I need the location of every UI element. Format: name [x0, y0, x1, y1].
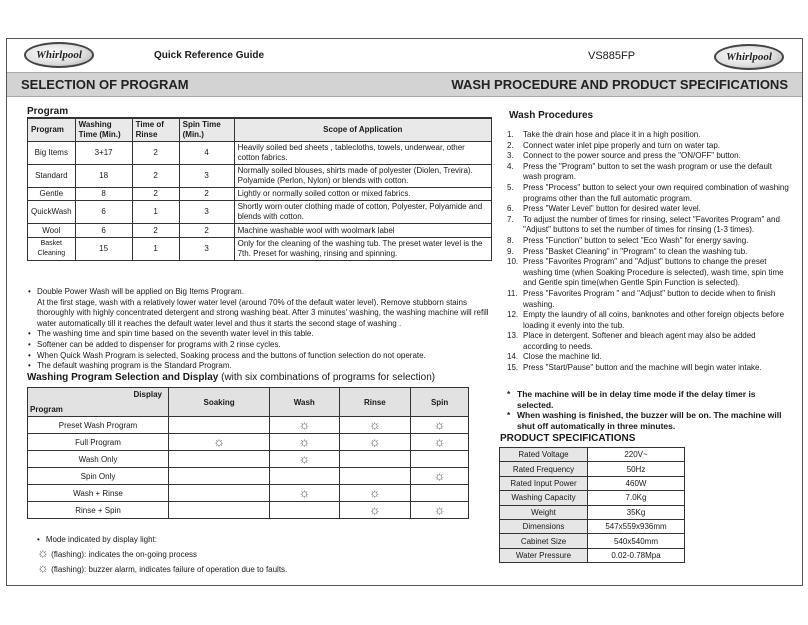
brand-logo-left [24, 42, 94, 68]
program-table-row [28, 201, 492, 224]
procedure-step-text: Close the machine lid. [523, 352, 602, 362]
display-cell [339, 485, 411, 502]
sun-icon: ☼ [37, 560, 49, 575]
brand-logo-right [714, 44, 784, 70]
program-table-cell: 3+17 [75, 142, 132, 165]
procedure-steps [507, 130, 792, 374]
display-row [28, 451, 469, 468]
display-column-header: Soaking [169, 388, 270, 417]
procedure-step-text: Press "Function" button to select "Eco Wash" for energy saving. [523, 235, 749, 245]
corner-display-label: Display [133, 390, 162, 399]
note-text: At the first stage, wash with a relatively lower water level (around 70% of the default water level). Remove stubborn stains thoroughly with highly concentrated detergent and strong washing beat. After 3 minutes' washing, the washing machine will refill water automatically till it reaches the default water level and thus it starts the second stage of washing . [37, 297, 489, 328]
procedure-remark-text: The machine will be in delay time mode if the delay timer is selected. [517, 389, 756, 410]
sun-icon: ☼ [433, 468, 446, 483]
display-cell [411, 468, 469, 485]
program-table-cell: 15 [75, 238, 132, 261]
display-corner-header [28, 388, 169, 417]
program-table-cell: Basket Cleaning [28, 238, 76, 261]
procedure-step-text: Press "Basket Cleaning" in "Program" to clean the washing tub. [523, 246, 748, 256]
display-cell [270, 485, 339, 502]
display-row [28, 434, 469, 451]
procedure-step: 15. Press "Start/Pause" button and the machine will begin water intake. [507, 363, 762, 373]
sun-icon: ☼ [298, 417, 311, 432]
program-notes [27, 287, 497, 372]
sun-icon: ☼ [37, 545, 49, 560]
display-cell [339, 468, 411, 485]
procedure-step-text: To adjust the number of times for rinsing, select "Favorites Program" and "Adjust" buttons to set the number of times for rinsing (1-3 times). [523, 214, 780, 235]
spec-value: 547x559x936mm [588, 519, 685, 533]
sun-icon: ☼ [433, 502, 446, 517]
program-table-header: Time of Rinse [132, 119, 179, 142]
procedure-remark: * The machine will be in delay time mode if the delay timer is selected. [507, 389, 756, 410]
display-subtitle: (with six combinations of programs for selection) [221, 372, 436, 383]
procedure-step-text: Press the "Program" button to set the wash program or use the default wash program. [523, 161, 772, 182]
display-cell [169, 485, 270, 502]
program-table-cell: 6 [75, 201, 132, 224]
procedure-step: 1. Take the drain hose and place it in a high position. [507, 130, 701, 139]
display-cell [411, 485, 469, 502]
spec-row [500, 505, 685, 519]
sun-icon: ☼ [368, 502, 381, 517]
procedure-step: 13. Place in detergent. Softener and bleach agent may also be added according to needs. [507, 331, 756, 351]
note-item: • When Quick Wash Program is selected, Soaking process and the buttons of function selection do not operate. [28, 350, 426, 360]
program-table-row [28, 142, 492, 165]
procedure-step: 4. Press the "Program" button to set the wash program or use the default wash program. [507, 161, 772, 182]
spec-key: Rated Voltage [500, 448, 588, 462]
program-table-cell: 18 [75, 165, 132, 188]
procedure-step-text: Connect water inlet pipe properly and turn on water tap. [523, 140, 721, 150]
display-table [27, 387, 469, 519]
program-table-row [28, 165, 492, 188]
spec-key: Rated Frequency [500, 462, 588, 476]
program-table-cell: 2 [132, 188, 179, 201]
legend-alarm: (flashing): buzzer alarm, indicates failure of operation due to faults. [51, 565, 288, 574]
corner-program-label: Program [30, 405, 63, 414]
spec-key: Washing Capacity [500, 491, 588, 505]
display-cell [169, 434, 270, 451]
program-table-cell: Only for the cleaning of the washing tub. The preset water level is the 7th. Preset for washing, rinsing and spinning. [234, 238, 491, 261]
program-table-cell: 8 [75, 188, 132, 201]
display-row-label: Preset Wash Program [28, 417, 169, 434]
display-cell [169, 451, 270, 468]
legend-ongoing: (flashing): indicates the on-going process [51, 550, 198, 559]
display-cell [169, 468, 270, 485]
program-table-header: Spin Time (Min.) [179, 119, 234, 142]
program-table-cell: 3 [179, 238, 234, 261]
display-cell [169, 417, 270, 434]
procedure-step: 8. Press "Function" button to select "Eco Wash" for energy saving. [507, 235, 749, 245]
display-cell [339, 502, 411, 519]
display-row-label: Full Program [28, 434, 169, 451]
program-table-cell: QuickWash [28, 201, 76, 224]
note-text: Double Power Wash will be applied on Big Items Program. [37, 287, 244, 296]
procedure-step: 12. Empty the laundry of all coins, banknotes and other foreign objects before loading it evenly into the tub. [507, 310, 785, 330]
banner-right-title: WASH PROCEDURE AND PRODUCT SPECIFICATIONS [451, 77, 788, 92]
procedure-step: 5. Press "Process" button to select your own required combination of washing programs other than the full automatic program. [507, 182, 789, 203]
program-table-cell: 2 [179, 188, 234, 201]
program-table-cell: 1 [132, 238, 179, 261]
program-table-cell: 2 [132, 142, 179, 165]
note-text: When Quick Wash Program is selected, Soaking process and the buttons of function selection do not operate. [37, 350, 426, 360]
spec-value: 540x540mm [588, 534, 685, 548]
model-number: VS885FP [588, 50, 636, 62]
display-row-label: Spin Only [28, 468, 169, 485]
display-cell [270, 434, 339, 451]
display-cell [339, 417, 411, 434]
note-item [27, 298, 497, 330]
spec-value: 50Hz [588, 462, 685, 476]
procedures-title: Wash Procedures [509, 110, 594, 121]
program-table-cell: Standard [28, 165, 76, 188]
procedure-remark-text: When washing is finished, the buzzer will be on. The machine will shut off automatically in three minutes. [517, 410, 782, 431]
program-table-cell: 3 [179, 201, 234, 224]
program-table-cell: Gentle [28, 188, 76, 201]
display-title: Washing Program Selection and Display [27, 372, 219, 383]
brand-name: Whirlpool [726, 51, 772, 63]
display-cell [411, 451, 469, 468]
spec-key: Cabinet Size [500, 534, 588, 548]
procedure-step-text: Press "Process" button to select your own required combination of washing programs other than the full automatic program. [523, 182, 789, 203]
procedure-step-text: Empty the laundry of all coins, banknotes and other foreign objects before loading it evenly into the tub. [523, 310, 785, 330]
program-table-cell: Wool [28, 224, 76, 238]
spec-key: Weight [500, 505, 588, 519]
specifications-title: PRODUCT SPECIFICATIONS [500, 433, 636, 444]
procedure-step: 14. Close the machine lid. [507, 352, 602, 362]
spec-row [500, 548, 685, 562]
program-table-cell: 1 [132, 201, 179, 224]
spec-value: 7.0Kg [588, 491, 685, 505]
note-text: The default washing program is the Standard Program. [37, 361, 232, 371]
display-row-label: Rinse + Spin [28, 502, 169, 519]
spec-row [500, 519, 685, 533]
note-text: The washing time and spin time based on the seventh water level in this table. [37, 329, 314, 339]
procedure-step-text: Press "Favorites Program" and "Adjust" buttons to change the preset washing time (when Soaking Procedure is selected), wash time, spin time and Gentle spin time(when Gentle Spin Function is selected). [523, 257, 784, 288]
program-table-cell: Normally soiled blouses, shirts made of polyester (Diolen, Trevira). Polyamide (Perlon, Nylon) or blends with cotton. [234, 165, 491, 188]
spec-row [500, 491, 685, 505]
program-table-header: Scope of Application [234, 119, 491, 142]
brand-name: Whirlpool [36, 49, 82, 61]
spec-value: 460W [588, 476, 685, 490]
note-item: • Double Power Wash will be applied on Big Items Program. [28, 287, 244, 296]
program-table-cell: Heavily soiled bed sheets , tablecloths, towels, underwear, other cotton fabrics. [234, 142, 491, 165]
program-table-row [28, 224, 492, 238]
program-table-cell: 3 [179, 165, 234, 188]
program-table-cell: Shortly worn outer clothing made of cotton, Polyester, Polyamide and blends with cotton. [234, 201, 491, 224]
sun-icon: ☼ [298, 434, 311, 449]
spec-key: Dimensions [500, 519, 588, 533]
procedure-step: 6. Press "Water Level" button for desired water level. [507, 204, 701, 214]
spec-value: 0.02-0.78Mpa [588, 548, 685, 562]
banner-left-title: SELECTION OF PROGRAM [21, 77, 189, 92]
display-cell [270, 417, 339, 434]
display-cell [270, 468, 339, 485]
display-row [28, 468, 469, 485]
procedure-step-text: Press "Favorites Program " and "Adjust" button to decide when to finish washing. [523, 288, 776, 309]
spec-key: Rated Input Power [500, 476, 588, 490]
sun-icon: ☼ [433, 434, 446, 449]
legend-title: Mode indicated by display light: [45, 535, 157, 544]
procedure-step: 11. Press "Favorites Program " and "Adjust" button to decide when to finish washing. [507, 288, 776, 309]
program-table-cell: Big Items [28, 142, 76, 165]
program-table [27, 118, 492, 261]
note-item: • The washing time and spin time based on the seventh water level in this table. [28, 329, 314, 339]
sun-icon: ☼ [368, 434, 381, 449]
program-table-cell: Lightly or normally soiled cotton or mixed fabrics. [234, 188, 491, 201]
program-table-cell: 2 [132, 224, 179, 238]
specifications-table [499, 447, 685, 563]
program-table-row [28, 188, 492, 201]
spec-row [500, 462, 685, 476]
display-row [28, 502, 469, 519]
procedure-step-text: Press "Water Level" button for desired water level. [523, 204, 701, 214]
program-table-cell: 2 [179, 224, 234, 238]
spec-row [500, 448, 685, 462]
program-section-title: Program [27, 106, 492, 118]
guide-title: Quick Reference Guide [154, 50, 265, 61]
display-section-title [27, 372, 435, 383]
display-legend: • Mode indicated by display light: ☼ (flashing): indicates the on-going process ☼ (flashing): buzzer alarm, indicates failure of operation due to faults. [37, 535, 288, 575]
display-row-label: Wash Only [28, 451, 169, 468]
program-table-cell: 6 [75, 224, 132, 238]
display-cell [270, 451, 339, 468]
procedure-step-text: Press "Start/Pause" button and the machine will begin water intake. [523, 363, 762, 373]
program-table-cell: 4 [179, 142, 234, 165]
display-row-label: Wash + Rinse [28, 485, 169, 502]
display-cell [411, 502, 469, 519]
procedure-step: 2. Connect water inlet pipe properly and turn on water tap. [507, 140, 721, 150]
note-item: • Softener can be added to dispenser for programs with 2 rinse cycles. [28, 339, 281, 349]
sun-icon: ☼ [368, 417, 381, 432]
display-cell [411, 434, 469, 451]
display-cell [339, 451, 411, 468]
section-banner [7, 72, 802, 97]
procedure-remarks [507, 389, 792, 431]
sun-icon: ☼ [213, 434, 226, 449]
procedure-step: 9. Press "Basket Cleaning" in "Program" to clean the washing tub. [507, 246, 748, 256]
spec-value: 220V~ [588, 448, 685, 462]
sun-icon: ☼ [433, 417, 446, 432]
procedure-step: 7. To adjust the number of times for rinsing, select "Favorites Program" and "Adjust" buttons to set the number of times for rinsing (1-3 times). [507, 214, 780, 235]
program-table-header: Program [28, 119, 76, 142]
program-table-cell: Machine washable wool with woolmark label [234, 224, 491, 238]
display-cell [169, 502, 270, 519]
display-row [28, 417, 469, 434]
procedure-step: 3. Connect to the power source and press the "ON/OFF" button. [507, 151, 741, 161]
program-table-cell: 2 [132, 165, 179, 188]
procedure-step-text: Take the drain hose and place it in a high position. [523, 130, 701, 139]
program-table-header: Washing Time (Min.) [75, 119, 132, 142]
display-cell [270, 502, 339, 519]
display-column-header: Rinse [339, 388, 411, 417]
display-cell [411, 417, 469, 434]
procedure-step: 10. Press "Favorites Program" and "Adjust" buttons to change the preset washing time (when Soaking Procedure is selected), wash time, spin time and Gentle spin time(when Gentle Spin Function is selected). [507, 257, 784, 288]
note-text: Softener can be added to dispenser for programs with 2 rinse cycles. [37, 339, 281, 349]
procedure-step-text: Connect to the power source and press the "ON/OFF" button. [523, 151, 741, 161]
display-column-header: Wash [270, 388, 339, 417]
note-item: • The default washing program is the Standard Program. [28, 361, 232, 371]
sun-icon: ☼ [368, 485, 381, 500]
sun-icon: ☼ [298, 451, 311, 466]
display-row [28, 485, 469, 502]
procedure-step-text: Place in detergent. Softener and bleach agent may also be added according to needs. [523, 331, 756, 351]
display-column-header: Spin [411, 388, 469, 417]
spec-row [500, 534, 685, 548]
program-table-row [28, 238, 492, 261]
display-cell [339, 434, 411, 451]
procedure-remark: * When washing is finished, the buzzer will be on. The machine will shut off automatically in three minutes. [507, 410, 782, 431]
spec-key: Water Pressure [500, 548, 588, 562]
spec-value: 35Kg [588, 505, 685, 519]
spec-row [500, 476, 685, 490]
sun-icon: ☼ [298, 485, 311, 500]
